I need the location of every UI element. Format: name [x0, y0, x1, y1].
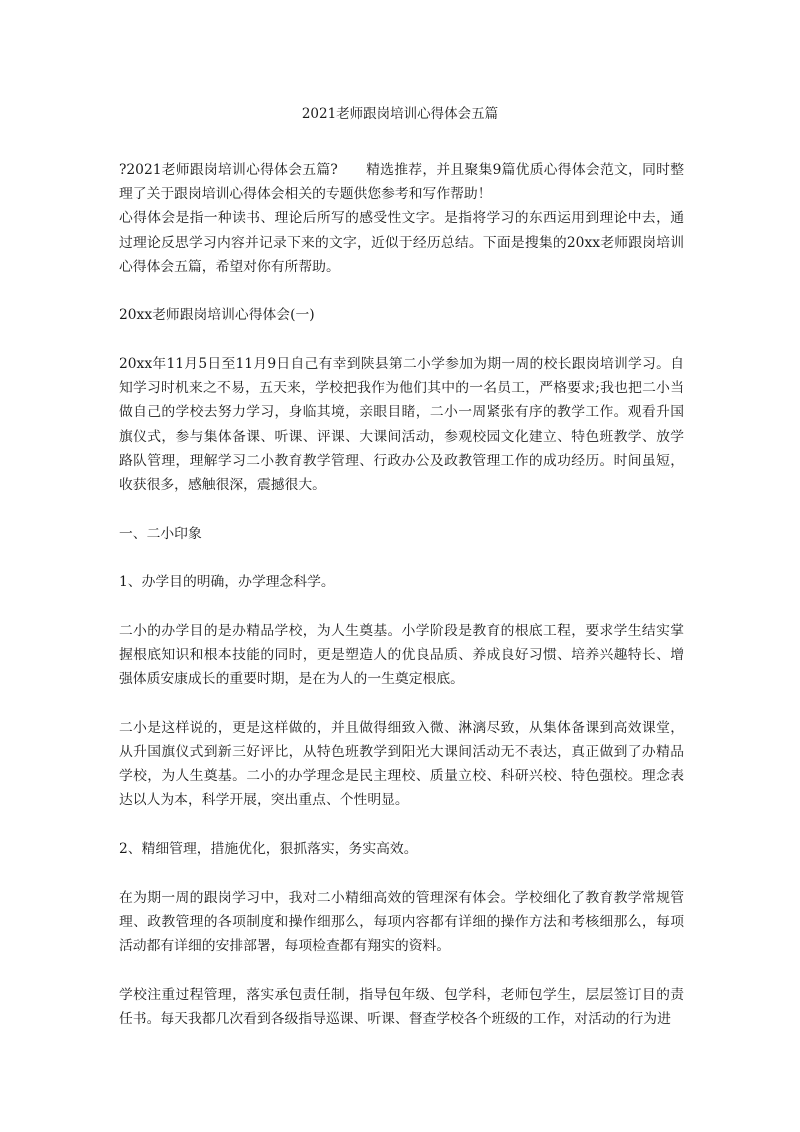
- paragraph: 学校注重过程管理，落实承包责任制，指导包年级、包学科，老师包学生，层层签订目的责任书。每天我都几次看到各级指导巡课、听课、督查学校各个班级的工作，对活动的行为进: [119, 986, 684, 1027]
- section-title: 20xx老师跟岗培训心得体会(一): [119, 307, 315, 324]
- document-body: [119, 158, 684, 1031]
- subheading-management: 2、精细管理，措施优化，狠抓落实，务实高效。: [119, 841, 418, 857]
- heading-impression: 一、二小印象: [119, 525, 202, 542]
- intro-line: ?2021老师跟岗培训心得体会五篇? 精选推荐，并且聚集9篇优质心得体会范文，同时整理了关于跟岗培训心得体会相关的专题供您参考和写作帮助！: [119, 162, 684, 203]
- paragraph: 二小是这样说的，更是这样做的，并且做得细致入微、淋漓尽致，从集体备课到高效课堂，从升国旗仪式到新三好评比，从特色班教学到阳光大课间活动无不表达，真正做到了办精品学校，为人生奠基。二小的办学理念是民主理校、质量立校、科研兴校、特色强校。理念表达以人为本，科学开展，突出重点、个性明显。: [119, 719, 684, 809]
- paragraph: 20xx年11月5日至11月9日自己有幸到陕县第二小学参加为期一周的校长跟岗培训学习。自知学习时机来之不易，五天来，学校把我作为他们其中的一名员工，严格要求;我也把二小当做自己的学校去努力学习，身临其境，亲眼目睹，二小一周紧张有序的教学工作。观看升国旗仪式，参与集体备课、听课、评课、大课间活动，参观校园文化建立、特色班教学、放学路队管理，理解学习二小教育教学管理、行政办公及政教管理工作的成功经历。时间虽短，收获很多，感触很深，震撼很大。: [119, 356, 684, 494]
- document-title: 2021老师跟岗培训心得体会五篇: [301, 106, 499, 122]
- intro-definition: 心得体会是指一种读书、理论后所写的感受性文字。是指将学习的东西运用到理论中去，通过理论反思学习内容并记录下来的文字，近似于经历总结。下面是搜集的20xx老师跟岗培训心得体会五篇，希望对你有所帮助。: [119, 210, 684, 275]
- paragraph: 二小的办学目的是办精品学校，为人生奠基。小学阶段是教育的根底工程，要求学生结实掌握根底知识和根本技能的同时，更是塑造人的优良品质、养成良好习惯、培养兴趣特长、增强体质安康成长的重要时期，是在为人的一生奠定根底。: [119, 622, 684, 688]
- subheading-goal: 1、办学目的明确，办学理念科学。: [119, 574, 335, 591]
- paragraph: 在为期一周的跟岗学习中，我对二小精细高效的管理深有体会。学校细化了教育教学常规管理、政教管理的各项制度和操作细那么，每项内容都有详细的操作方法和考核细那么，每项活动都有详细的安排部署，每项检查都有翔实的资料。: [119, 889, 684, 954]
